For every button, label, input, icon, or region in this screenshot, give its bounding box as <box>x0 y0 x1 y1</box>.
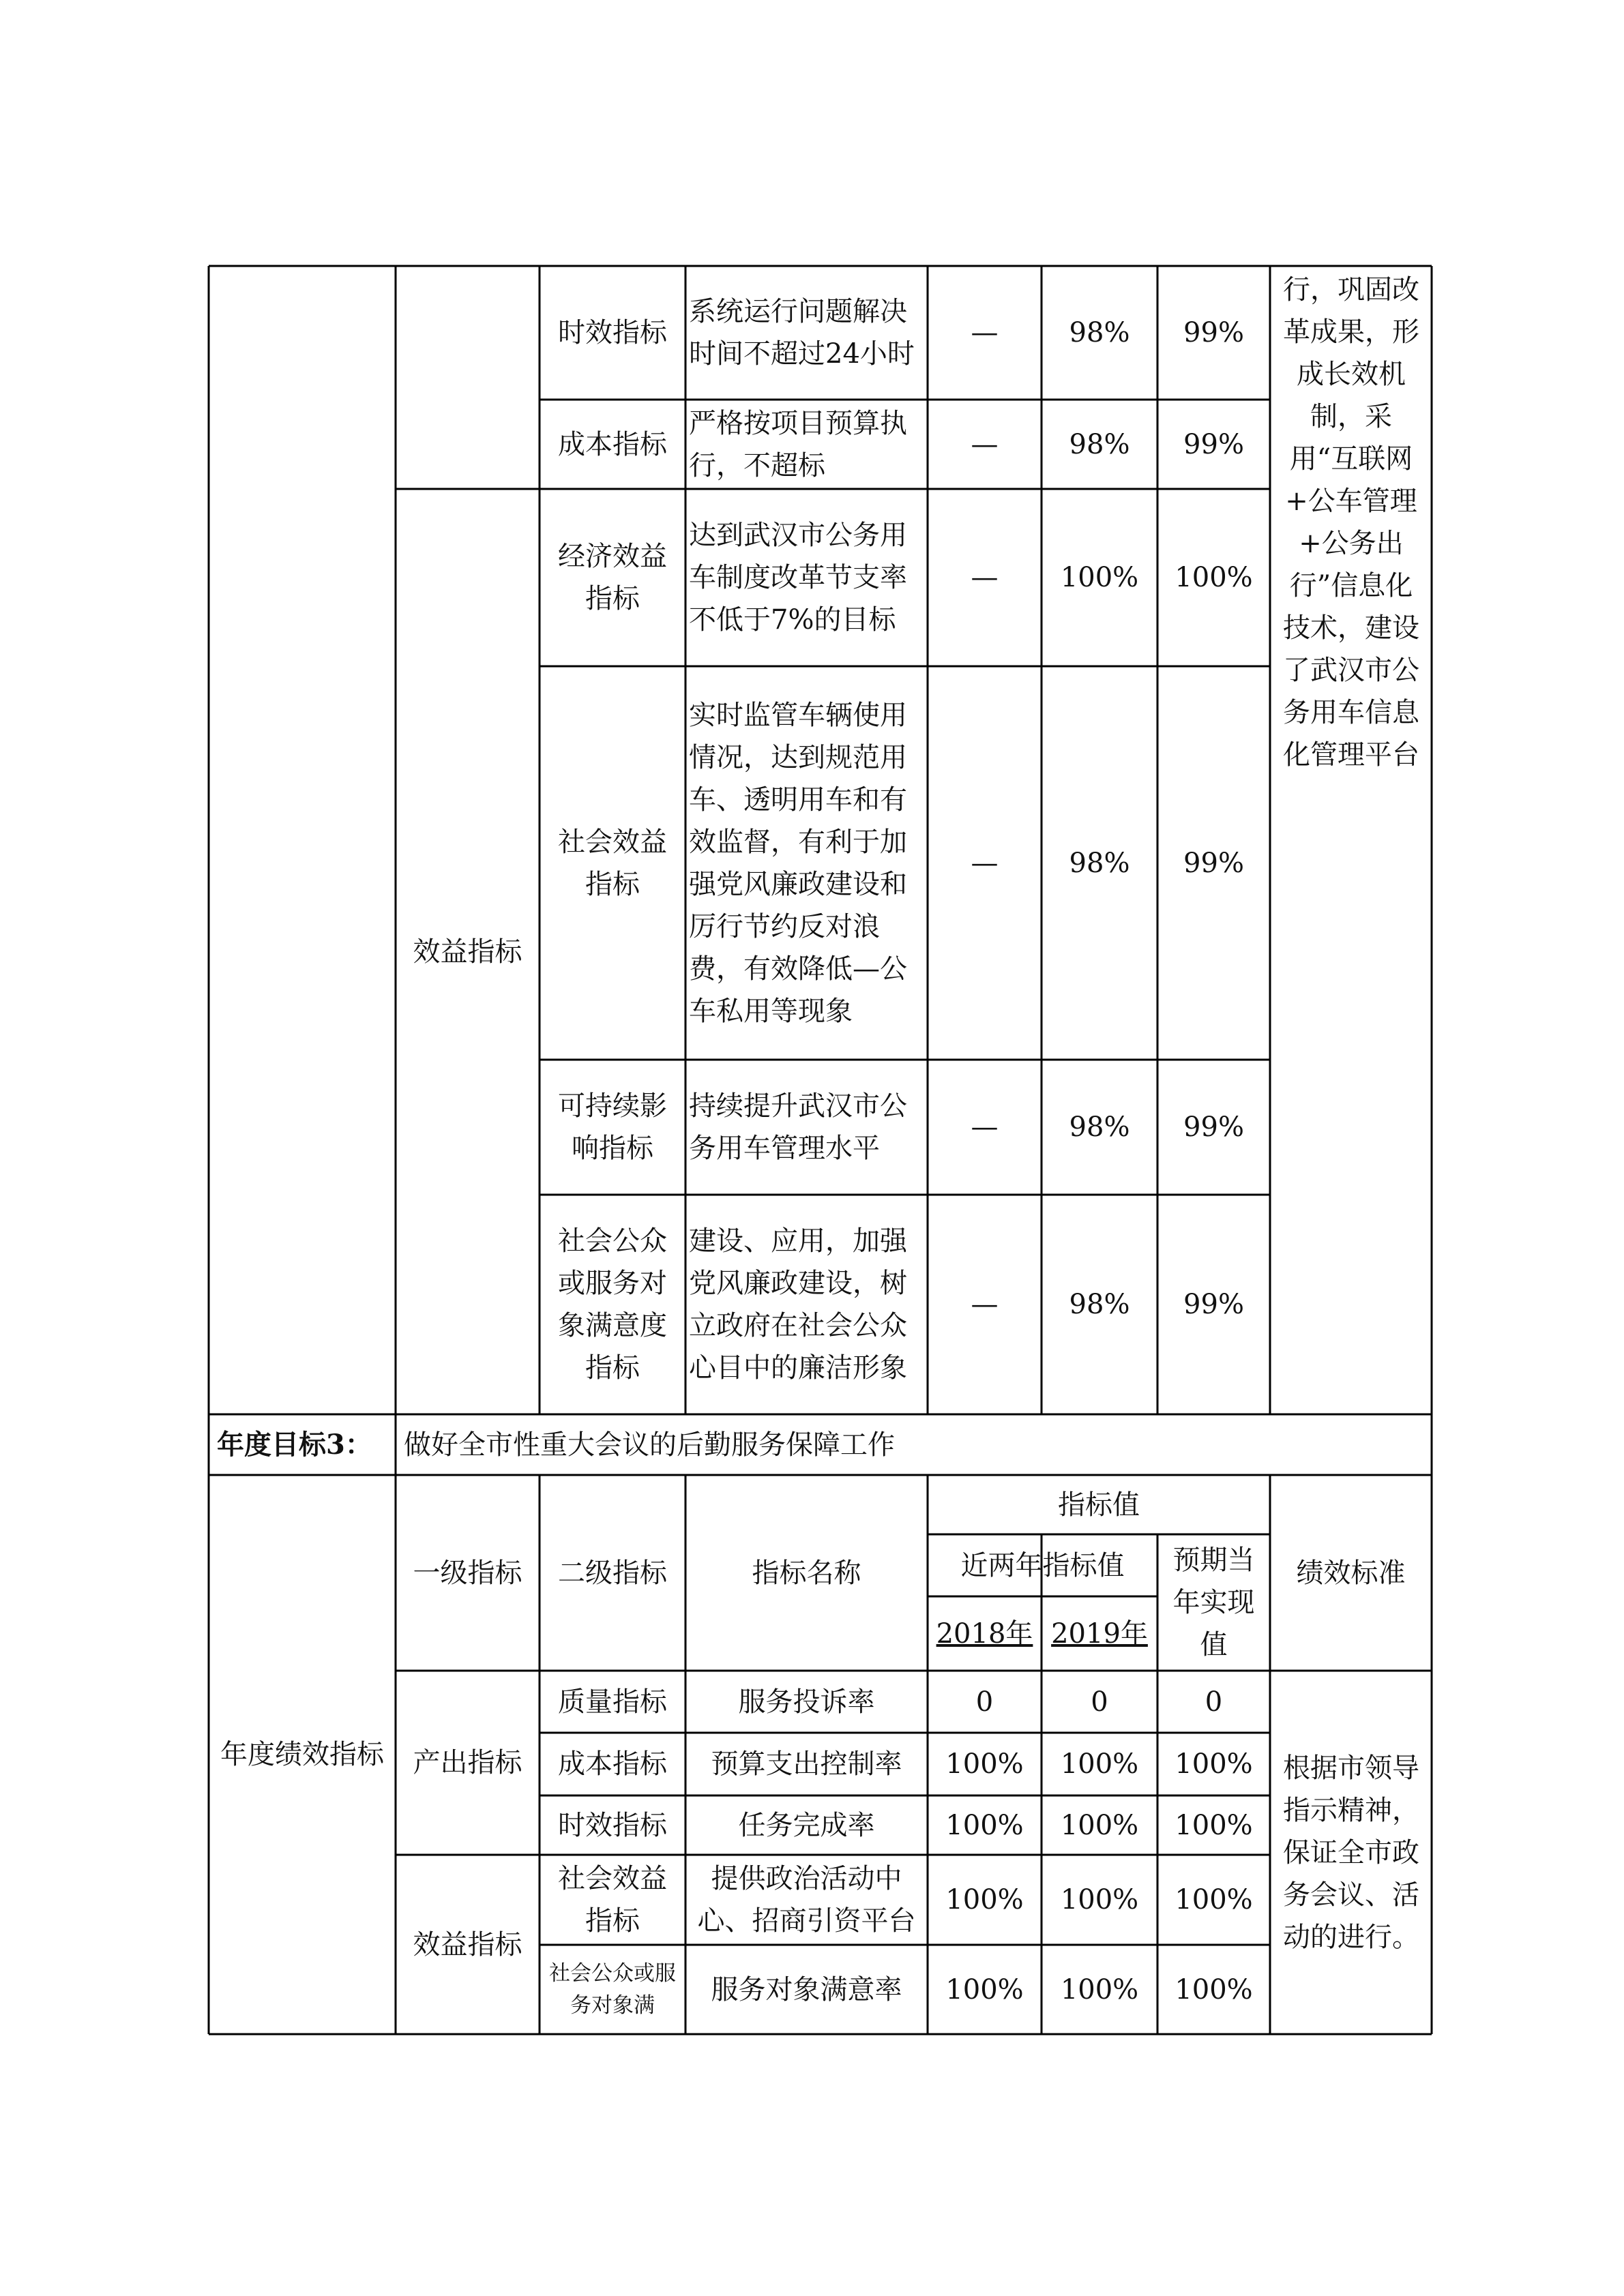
b-header-name: 指标名称 <box>752 1557 861 1589</box>
a-row2-level2: 成本指标 <box>558 428 667 460</box>
a-row3-name: 达到武汉市公务用车制度改革节支率不低于7%的目标 <box>689 520 907 636</box>
b-row2-level2: 成本指标 <box>558 1748 667 1780</box>
a-row2-2019: 99% <box>1183 428 1244 460</box>
b-row2-expected: 100% <box>1175 1748 1253 1780</box>
b-row5-level2: 社会公众或服务对象满 <box>549 1960 676 2018</box>
b-header-level2: 二级指标 <box>558 1557 667 1589</box>
b-header-level1: 一级指标 <box>413 1557 522 1589</box>
a-row5-name: 持续提升武汉市公务用车管理水平 <box>689 1090 907 1164</box>
a-row3-2018: 100% <box>1060 562 1139 593</box>
a-row6-2018: 98% <box>1069 1289 1130 1320</box>
a-row6-2019: 99% <box>1183 1289 1244 1320</box>
a-row6-level2: 社会公众或服务对象满意度指标 <box>558 1225 667 1384</box>
b-row3-name: 任务完成率 <box>738 1809 875 1841</box>
b-header-value: 指标值 <box>1058 1489 1140 1521</box>
b-row5-name: 服务对象满意率 <box>711 1973 902 2006</box>
a-row1-2018: 98% <box>1069 317 1130 348</box>
goal3-text: 做好全市性重大会议的后勤服务保障工作 <box>404 1429 895 1461</box>
b-row2-2018: 100% <box>945 1748 1024 1780</box>
a-row5-2019: 99% <box>1183 1112 1244 1143</box>
b-row4-expected: 100% <box>1175 1884 1253 1915</box>
a-row2-dash: — <box>971 428 999 460</box>
b-row1-level2: 质量指标 <box>558 1686 667 1718</box>
b-row1-name: 服务投诉率 <box>738 1686 875 1718</box>
a-row4-level2: 社会效益指标 <box>558 826 667 900</box>
b-row5-2019: 100% <box>1060 1973 1139 2006</box>
a-row1-dash: — <box>971 317 999 348</box>
a-row1-name: 系统运行问题解决时间不超过24小时 <box>689 296 915 370</box>
a-row4-2019: 99% <box>1183 847 1244 879</box>
b-row1-2019: 0 <box>1091 1686 1108 1718</box>
a-row5-dash: — <box>971 1112 999 1143</box>
a-row2-2018: 98% <box>1069 428 1130 460</box>
a-row3-2019: 100% <box>1175 562 1253 593</box>
b-header-expected: 预期当年实现值 <box>1172 1545 1255 1660</box>
a-row6-name: 建设、应用，加强党风廉政建设，树立政府在社会公众心目中的廉洁形象 <box>689 1225 907 1384</box>
a-row2-name: 严格按项目预算执行，不超标 <box>689 407 907 481</box>
b-row3-expected: 100% <box>1175 1809 1253 1841</box>
b-row2-2019: 100% <box>1060 1748 1139 1780</box>
b-row1-expected: 0 <box>1205 1686 1223 1718</box>
b-level1-benefit: 效益指标 <box>413 1928 522 1960</box>
b-row3-2018: 100% <box>945 1809 1024 1841</box>
a-level1-benefit: 效益指标 <box>413 936 522 968</box>
a-row3-dash: — <box>971 562 999 593</box>
b-row-label: 年度绩效指标 <box>220 1739 384 1770</box>
b-row1-2018: 0 <box>975 1686 994 1718</box>
b-standard: 根据市领导指示精神，保证全市政务会议、活动的进行。 <box>1283 1752 1419 1953</box>
a-row4-2018: 98% <box>1069 847 1130 879</box>
b-row4-name: 提供政治活动中心、招商引资平台 <box>697 1863 916 1937</box>
b-row4-level2: 社会效益指标 <box>558 1863 667 1937</box>
b-level1-output: 产出指标 <box>413 1747 522 1778</box>
b-row4-2019: 100% <box>1060 1884 1139 1915</box>
a-row1-2019: 99% <box>1183 317 1244 348</box>
b-row2-name: 预算支出控制率 <box>711 1748 902 1780</box>
b-header-recent: 近两年指标值 <box>960 1549 1125 1581</box>
b-row5-expected: 100% <box>1175 1973 1253 2006</box>
a-row5-2018: 98% <box>1069 1112 1130 1143</box>
b-header-standard: 绩效标准 <box>1296 1557 1406 1589</box>
a-row1-level2: 时效指标 <box>558 317 667 348</box>
b-header-2018: 2018年 <box>936 1617 1033 1650</box>
a-row3-level2: 经济效益指标 <box>558 541 667 614</box>
b-row5-2018: 100% <box>945 1973 1024 2006</box>
a-row4-dash: — <box>971 847 999 879</box>
b-row3-2019: 100% <box>1060 1809 1139 1841</box>
a-row6-dash: — <box>971 1289 999 1320</box>
a-row4-name: 实时监管车辆使用情况，达到规范用车、透明用车和有效监督，有利于加强党风廉政建设和厉行节约反对浪费，有效降低—公车私用等现象 <box>689 699 907 1027</box>
a-standard: 行，巩固改革成果，形成长效机制，采用“互联网+公车管理+公务出行”信息化技术，建设了武汉市公务用车信息化管理平台 <box>1283 274 1419 771</box>
b-row3-level2: 时效指标 <box>558 1809 667 1841</box>
b-row4-2018: 100% <box>945 1884 1024 1915</box>
goal3-label: 年度目标3： <box>217 1428 372 1461</box>
a-row5-level2: 可持续影响指标 <box>558 1090 667 1164</box>
b-header-2019: 2019年 <box>1051 1617 1148 1650</box>
